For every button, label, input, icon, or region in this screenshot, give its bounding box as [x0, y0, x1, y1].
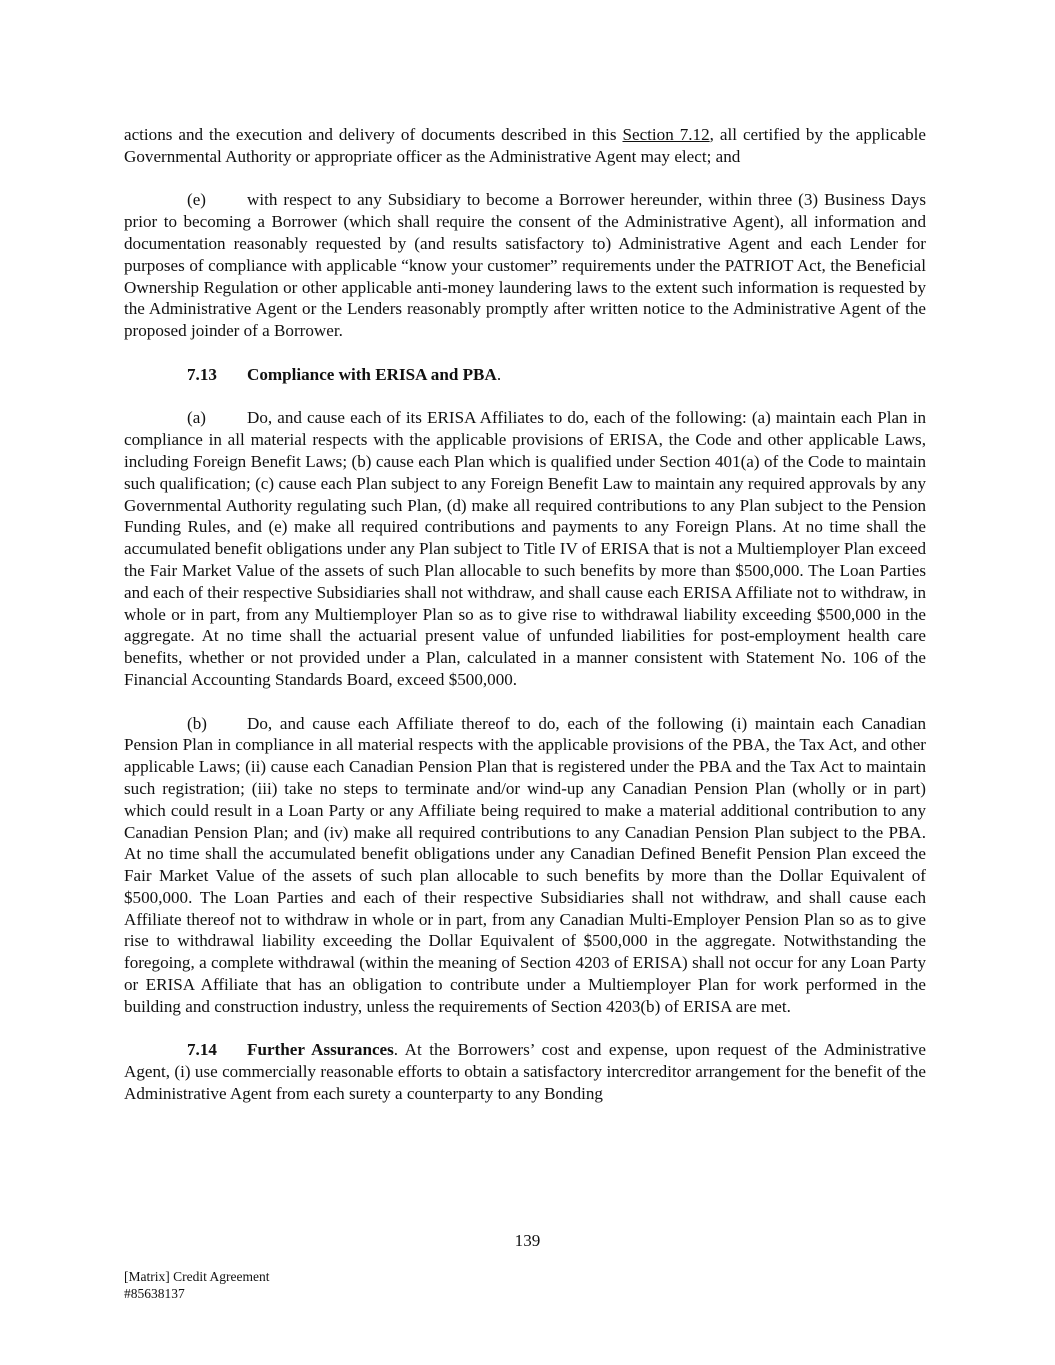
section-7-14-number: 7.14 — [187, 1040, 217, 1060]
paragraph-e-text: with respect to any Subsidiary to become a Borrower hereunder, within three (3) Business Days prior to becoming a Borrower (which shall require the consent of the Administrative Agent), all information and documentation reasonably requested by (and results satisfactory to) Administrative Agent and each Lender for purposes of compliance with applicable “know your customer” requirements under the PATRIOT Act, the Beneficial Ownership Regulation or other applicable anti-money laundering laws to the extent such information is requested by the Administrative Agent or the Lenders reasonably promptly after written notice to the Administrative Agent of the proposed joinder of a Borrower. — [124, 190, 926, 341]
section-7-13-heading — [124, 364, 926, 386]
section-7-13-period: . — [496, 364, 502, 384]
footer-doc-id: #85638137 — [124, 1286, 185, 1301]
paragraph-a — [124, 407, 926, 690]
section-7-14-paragraph — [124, 1039, 926, 1104]
intro-text-after: , all certified by the applicable Governmental Authority or appropriate officer as the Administrative Agent may elect; and — [124, 125, 926, 166]
paragraph-b — [124, 713, 926, 1018]
page-number: 139 — [514, 1231, 541, 1250]
section-7-14-text: . At the Borrowers’ cost and expense, upon request of the Administrative Agent, (i) use commercially reasonable efforts to obtain a satisfactory intercreditor arrangement for the benefit of the Administrative Agent from each surety a counterparty to any Bonding — [124, 1040, 926, 1104]
section-7-14-title: Further Assurances — [247, 1040, 394, 1060]
paragraph-intro — [124, 124, 926, 168]
paragraph-a-text: Do, and cause each of its ERISA Affiliates to do, each of the following: (a) maintain each Plan in compliance in all material respects with the applicable provisions of ERISA, the Code and other applicable Laws, including Foreign Benefit Laws; (b) cause each Plan which is qualified under Section 401(a) of the Code to maintain such qualification; (c) cause each Plan subject to any Foreign Benefit Law to maintain any required approvals by any Governmental Authority regulating such Plan, (d) make all required contributions to any Plan subject to the Pension Funding Rules, and (e) make all required contributions and payments to any Foreign Plans. At no time shall the accumulated benefit obligations under any Plan subject to Title IV of ERISA that is not a Multiemployer Plan exceed the Fair Market Value of the assets of such Plan allocable to such benefits by more than $500,000. The Loan Parties and each of their respective Subsidiaries shall not withdraw, and shall cause each ERISA Affiliate not to withdraw, in whole or in part, from any Multiemployer Plan so as to give rise to withdrawal liability exceeding $500,000 in the aggregate. At no time shall the actuarial present value of unfunded liabilities for post-employment health care benefits, whether or not provided under a Plan, calculated in a manner consistent with Statement No. 106 of the Financial Accounting Standards Board, exceed $500,000. — [124, 408, 926, 689]
section-7-12-reference: Section 7.12 — [622, 125, 710, 144]
section-7-13-title: Compliance with ERISA and PBA — [247, 364, 497, 384]
footer-title: [Matrix] Credit Agreement — [124, 1269, 270, 1284]
document-footer — [124, 1268, 269, 1302]
paragraph-a-label: (a) — [187, 408, 206, 428]
paragraph-e — [124, 189, 926, 342]
paragraph-e-label: (e) — [187, 190, 206, 210]
paragraph-b-text: Do, and cause each Affiliate thereof to do, each of the following (i) maintain each Canadian Pension Plan in compliance in all material respects with the applicable provisions of the PBA, the Tax Act, and other applicable Laws; (ii) cause each Canadian Pension Plan that is registered under the PBA and the Tax Act to maintain such registration; (iii) take no steps to terminate and/or wind-up any Canadian Pension Plan (wholly or in part) which could result in a Loan Party or any Affiliate being required to make a material additional contribution to any Canadian Pension Plan; and (iv) make all required contributions to any Canadian Pension Plan subject to the PBA. At no time shall the accumulated benefit obligations under any Canadian Defined Benefit Pension Plan exceed the Fair Market Value of the assets of such plan allocable to such benefits by more than the Dollar Equivalent of $500,000. The Loan Parties and each of their respective Subsidiaries shall not withdraw, and shall cause each Affiliate thereof not to withdraw in whole or in part, from any Canadian Multi-Employer Pension Plan so as to give rise to withdrawal liability exceeding the Dollar Equivalent of $500,000 in the aggregate. Notwithstanding the foregoing, a complete withdrawal (within the meaning of Section 4203 of ERISA) shall not occur for any Loan Party or ERISA Affiliate that has an obligation to contribute under a Multiemployer Plan for work performed in the building and construction industry, unless the requirements of Section 4203(b) of ERISA are met. — [124, 713, 926, 1016]
document-body — [124, 124, 926, 1105]
intro-text-before: actions and the execution and delivery of documents described in this — [124, 125, 623, 144]
paragraph-b-label: (b) — [187, 713, 207, 733]
section-7-13-number: 7.13 — [187, 364, 217, 384]
